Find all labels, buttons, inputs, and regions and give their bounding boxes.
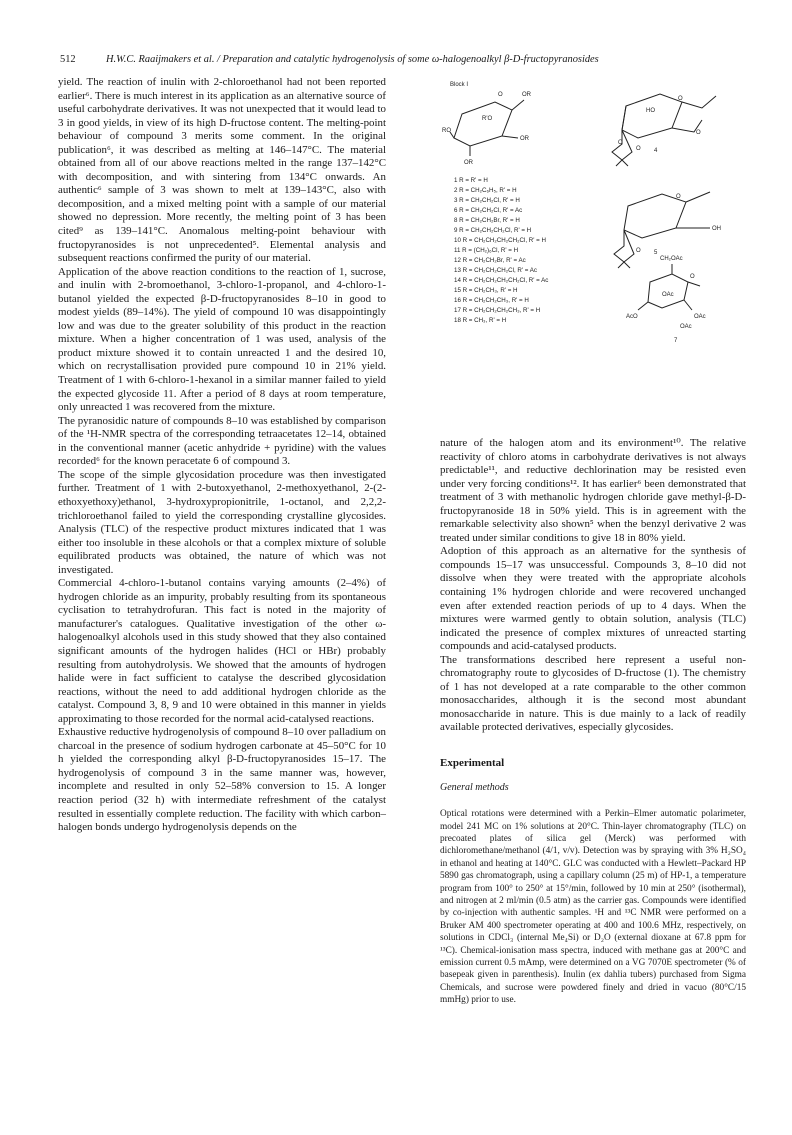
paragraph-3: The pyranosidic nature of compounds 8–10 was established by comparison of the ¹H-NMR spectra of the corresponding tetraacetates 12–14, obtained in the conventional manner (acetic anhydride + pyridine) with the values recorded⁶ for the known peracetate 6 of compound 3. — [58, 414, 386, 468]
compound-number-7: 7 — [674, 338, 678, 344]
bond — [502, 136, 518, 138]
atom-oac-1: OAc — [662, 292, 674, 298]
atom-or-right: OR — [520, 136, 529, 142]
atom-or-bottom: OR — [464, 160, 473, 166]
legend-line-1: 1 R = R' = H — [454, 177, 488, 184]
paragraph-8: Adoption of this approach as an alternative for the synthesis of compounds 15–17 was unsuccessful. Compounds 3, 8–10 did not dissolve when they were treated with the appropriate alcohols containing 1% hydrogen chloride and were recovered unchanged even after extended reaction periods of up to 4 days. When the mixtures were warmed gently to obtain solution, analysis (TLC) indicated the presence of complex mixtures of unreacted starting compounds and acid-catalysed products. — [440, 545, 746, 653]
atom-ch2oac: CH₂OAc — [660, 256, 683, 262]
right-column — [440, 437, 746, 1007]
block-1-figure — [440, 74, 745, 379]
legend-line-6: 9 R = CH₂CH₂CH₂Cl, R' = H — [454, 227, 532, 234]
bond — [686, 192, 710, 202]
legend-line-14: 17 R = CH₂CH₂CH₂CH₃, R' = H — [454, 307, 541, 314]
pyranoside-ring — [454, 102, 512, 146]
subsection-heading-general-methods: General methods — [440, 781, 509, 793]
atom-o: O — [498, 92, 503, 98]
atom-oac-3: OAc — [680, 324, 692, 330]
atom-o-2: O — [696, 130, 701, 136]
atom-oh: OH — [712, 226, 721, 232]
isopropylidene-5 — [614, 230, 634, 262]
running-title: H.W.C. Raaijmakers et al. / Preparation and catalytic hydrogenolysis of some ω-halogenoalkyl β-D-fructopyranosides — [106, 54, 599, 65]
bond — [622, 106, 626, 130]
atom-o-3: O — [618, 140, 623, 146]
bond — [618, 262, 624, 268]
paragraph-2: Application of the above reaction conditions to the reaction of 1, sucrose, and inulin with 2-bromoethanol, 3-chloro-1-propanol, and 4-chloro-1-butanol yielded the expected β-D-fructopyranosides 8–10 in good to modest yields (89–14%). The yield of compound 10 was disappointingly low and was due to the greater solubility of this product in the reaction mixture. When a higher concentration of 1 was used, analysis of the product mixture showed it to contain unreacted 1 and the desired 10, which on recrystallisation provided pure compound 10 in 21% yield. Treatment of 1 with 6-chloro-1-hexanol in a similar manner failed to yield the expected glycoside 11. After a period of 8 days at room temperature, only unreacted 1 was recovered from the mixture. — [58, 265, 386, 414]
atom-o-1: O — [678, 96, 683, 102]
legend-line-3: 3 R = CH₂CH₂Cl, R' = H — [454, 197, 520, 204]
compound-5-ring — [624, 194, 686, 238]
legend-line-11: 14 R = CH₂CH₂CH₂CH₂Cl, R' = Ac — [454, 277, 549, 284]
compound-number-5: 5 — [654, 250, 658, 256]
bond — [622, 160, 628, 166]
atom-oac-2: OAc — [694, 314, 706, 320]
compound-number-4: 4 — [654, 148, 658, 154]
legend-line-5: 8 R = CH₂CH₂Br, R' = H — [454, 217, 520, 224]
section-heading-experimental: Experimental — [440, 757, 505, 770]
atom-or: OR — [522, 92, 531, 98]
paragraph-5: Commercial 4-chloro-1-butanol contains varying amounts (2–4%) of hydrogen chloride as an impurity, probably resulting from its spontaneous cyclisation to tetrahydrofuran. This fact is noted in the majority of manufacturer's catalogues. Qualitative investigation of the other ω-halogenoalkyl alcohols used in this study showed that they also contained significant amounts of the hydrogen halides (HCl or HBr) probably resulting from autohydrolysis. We showed that the amounts of hydrogen halide were in fact sufficient to catalyse the described glycosidation reactions, without the need to add additional hydrogen chloride as the catalyst. Compound 3, 8, 9 and 10 were obtained in this manner in yields approximating to those recorded for the normal acid-catalysed reactions. — [58, 577, 386, 725]
page-number: 512 — [60, 54, 76, 65]
experimental-paragraph: Optical rotations were determined with a Perkin–Elmer automatic polarimeter, model 241 MC on 1% solutions at 20°C. Thin-layer chromatography (TLC) on precoated plates of silica gel (Merck) was performed with dichloromethane/methanol (4/1, v/v). Detection was by spraying with 3% H₂SO₄ in ethanol and heating at 140°C. GLC was conducted with a Hewlett–Packard HP 5890 gas chromatograph, using a capillary column (25 m) of HP-1, a temperature program from 100° to 250° at 15°/min, followed by 10 min at 250° (isothermal), and nitrogen at 2 ml/min (0.5 atm) as the carrier gas. Compounds were identified by co-injection with authentic samples. ¹H and ¹³C NMR were performed on a Bruker AM 400 spectrometer operating at 400 and 100.6 MHz, respectively, on solutions in CDCl₃ (internal Me₄Si) or D₂O (external dioxane at 67.8 ppm for ¹³C). Chemical-ionisation mass spectra, induced with methane gas at 200°C and emission current 0.5 mAmp, were determined on a VG 7070E spectrometer (% of basepeak given in parenthesis). Inulin (ex dahlia tubers) purchased from Sigma Chemicals, and sucrose were powdered finely and dried in vacuo (80°C/15 mmHg) prior to use. — [440, 809, 746, 1006]
atom-o-4: O — [636, 146, 641, 152]
legend-line-13: 16 R = CH₂CH₂CH₃, R' = H — [454, 297, 529, 304]
bond — [616, 160, 622, 166]
atom-ro: RO — [442, 128, 451, 134]
atom-o-6: O — [636, 248, 641, 254]
acetonide-ring-1 — [622, 94, 682, 138]
bond — [688, 282, 700, 286]
atom-o-7: O — [690, 274, 695, 280]
legend-line-4: 6 R = CH₂CH₂Cl, R' = Ac — [454, 207, 523, 214]
legend-line-10: 13 R = CH₂CH₂CH₂Cl, R' = Ac — [454, 267, 537, 274]
atom-rprime-o: R'O — [482, 116, 493, 122]
bond — [624, 262, 630, 268]
paragraph-9: The transformations described here represent a useful non-chromatography route to glycosides of D-fructose (1). The chemistry of 1 has not developed at a rate comparable to the other common monosaccharides, although it is the second most abundant monosaccharide in nature. This is due mainly to a lack of readily available protected derivatives, especially glycosides. — [440, 653, 746, 734]
dioxolane-1 — [682, 96, 716, 108]
atom-ho: HO — [646, 108, 655, 114]
atom-o-5: O — [676, 194, 681, 200]
legend-line-9: 12 R = CH₂CH₂Br, R' = Ac — [454, 257, 526, 264]
block-label: Block I — [450, 82, 469, 88]
structure-diagram — [440, 74, 745, 379]
legend-line-12: 15 R = CH₂CH₃, R' = H — [454, 287, 518, 294]
paragraph-4: The scope of the simple glycosidation procedure was then investigated further. Treatment of 1 with 2-butoxyethanol, 2-methoxyethanol, 2-(2-ethoxyethoxy)ethanol, 3-hydroxypropionitrile, 1-octanol, and 2,2,2-trichloroethanol failed to yield the corresponding crystalline glycosides. Analysis (TLC) of the respective product mixtures indicated that 1 was either too insoluble in these alcohols or that a complex mixture of soluble equilibrated products was obtained, the nature of which was not investigated. — [58, 468, 386, 576]
paragraph-1: yield. The reaction of inulin with 2-chloroethanol had not been reported earlier⁶. There is much interest in its application as an alternative source of useful carbohydrate derivatives. It was not unexpected that it would lead to 3 in good yields, in view of its high D-fructose content. The melting-point behaviour of compound 3 merits some comment. In the original publication⁶, it was described as melting at 146–147°C. The material obtained from all of our above reactions melted in the range 137–142°C with decomposition, and with sintering from 134°C onwards. An authentic⁶ sample of 3 was shown to melt at 139–143°C, also with decomposition, and a mixed melting point with a sample of our material showed no depression. More recently, the melting point of 3 has been cited⁹ as 139–141°C. Anomalous melting-point behaviour with fructopyranosides is not unprecedented⁵. Elemental analysis and subsequent reactions confirmed the purity of our material. — [58, 76, 386, 265]
legend-line-15: 18 R = CH₃, R' = H — [454, 317, 507, 324]
legend-line-8: 11 R = (CH₂)₆Cl, R' = H — [454, 247, 519, 254]
bond — [638, 302, 648, 310]
left-column — [58, 76, 386, 835]
compound-7-ring — [648, 274, 688, 308]
legend-line-7: 10 R = CH₂CH₂CH₂CH₂Cl, R' = H — [454, 237, 546, 244]
bond — [684, 300, 692, 310]
legend-line-2: 2 R = CH₂C₆H₅, R' = H — [454, 187, 517, 194]
paragraph-7: nature of the halogen atom and its environment¹⁰. The relative reactivity of chloro atoms in carbohydrate derivatives is not always predictable¹¹, and reductive dechlorination may be resisted even under very forcing conditions¹². It has earlier⁶ been demonstrated that treatment of 3 with methanolic hydrogen chloride gave methyl-β-D-fructopyranoside 18 in 50% yield. This is in agreement with the remarkable selectivity also shown⁵ when the benzyl derivative 2 was treated under similar conditions to give 18 in 80% yield. — [440, 437, 746, 544]
bond — [512, 100, 524, 110]
atom-aco: AcO — [626, 314, 638, 320]
paragraph-6: Exhaustive reductive hydrogenolysis of compound 8–10 over palladium on charcoal in the presence of sodium hydrogen carbonate at 45–50°C for 10 h yielded the corresponding alkyl β-D-fructopyranosides 15–17. The hydrogenolysis of compound 3 in the same manner was, however, incomplete and resulted in only 52–58% conversion to 15. A longer reaction period (32 h) with intermediate refreshment of the catalyst resulted in essentially complete reduction. The facility with which carbon–halogen bonds undergo hydrogenolysis depends on the — [58, 726, 386, 834]
